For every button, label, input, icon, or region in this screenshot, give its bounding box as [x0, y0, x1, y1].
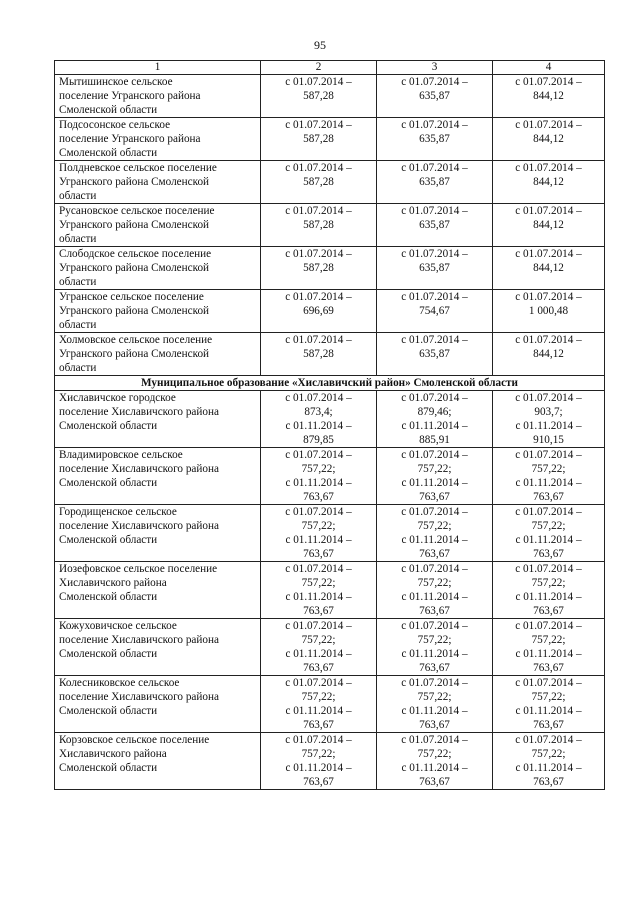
- settlement-name-cell: [55, 247, 261, 290]
- tariff-cell-col2-line: 587,28: [303, 133, 334, 145]
- tariff-cell-col4: [493, 75, 605, 118]
- tariff-cell-col3-line: с 01.07.2014 –: [401, 506, 468, 518]
- tariff-cell-col2-line: с 01.11.2014 –: [285, 420, 352, 432]
- tariff-cell-col3: [377, 247, 493, 290]
- tariff-cell-col2-line: 757,22;: [301, 634, 336, 646]
- tariff-cell-col4-line: 763,67: [533, 605, 564, 617]
- tariff-cell-col2: [261, 118, 377, 161]
- settlement-name-cell-line: Смоленской области: [59, 762, 158, 774]
- tariff-cell-col4-line: с 01.11.2014 –: [515, 477, 582, 489]
- column-number-cell: 4: [493, 61, 605, 75]
- tariff-cell-col2-line: с 01.07.2014 –: [285, 205, 352, 217]
- settlement-name-cell-line: Колесниковское сельское: [59, 677, 180, 689]
- tariff-cell-col2-line: с 01.07.2014 –: [285, 291, 352, 303]
- section-title: Муниципальное образование «Хиславичский район» Смоленской области: [55, 376, 605, 391]
- tariff-cell-col4-line: с 01.07.2014 –: [515, 205, 582, 217]
- tariff-cell-col2: [261, 448, 377, 505]
- settlement-name-cell-line: Угранского района Смоленской: [59, 176, 210, 188]
- tariff-cell-col4-line: 1 000,48: [528, 305, 569, 317]
- tariff-cell-col3-line: с 01.11.2014 –: [401, 762, 468, 774]
- settlement-name-cell: [55, 505, 261, 562]
- tariff-cell-col3: [377, 118, 493, 161]
- tariff-cell-col4-line: 844,12: [533, 348, 564, 360]
- table-row: [55, 118, 605, 161]
- settlement-name-cell-line: Мытишинское сельское: [59, 76, 173, 88]
- tariff-cell-col4-line: с 01.07.2014 –: [515, 620, 582, 632]
- tariff-cell-col2-line: с 01.07.2014 –: [285, 677, 352, 689]
- settlement-name-cell-line: Угранского района Смоленской: [59, 262, 210, 274]
- tariff-cell-col3-line: с 01.07.2014 –: [401, 449, 468, 461]
- tariff-cell-col4-line: 763,67: [533, 776, 564, 788]
- tariff-cell-col2-line: 757,22;: [301, 577, 336, 589]
- tariff-cell-col2-line: с 01.07.2014 –: [285, 334, 352, 346]
- tariff-cell-col4: [493, 733, 605, 790]
- tariff-cell-col3-line: с 01.07.2014 –: [401, 119, 468, 131]
- page-number: 95: [314, 38, 326, 52]
- tariff-cell-col2-line: с 01.11.2014 –: [285, 648, 352, 660]
- tariff-cell-col3-line: 763,67: [419, 605, 450, 617]
- tariff-cell-col3-line: 763,67: [419, 491, 450, 503]
- tariff-cell-col3-line: 635,87: [419, 348, 450, 360]
- tariff-cell-col4-line: с 01.07.2014 –: [515, 248, 582, 260]
- tariff-cell-col3: [377, 733, 493, 790]
- settlement-name-cell-line: Смоленской области: [59, 648, 158, 660]
- tariff-cell-col2-line: с 01.11.2014 –: [285, 762, 352, 774]
- settlement-name-cell-line: Смоленской области: [59, 534, 158, 546]
- table-row: [55, 619, 605, 676]
- tariff-cell-col3-line: 754,67: [419, 305, 450, 317]
- settlement-name-cell-line: Слободское сельское поселение: [59, 248, 212, 260]
- tariff-cell-col3-line: с 01.07.2014 –: [401, 162, 468, 174]
- tariff-cell-col3-line: с 01.11.2014 –: [401, 648, 468, 660]
- tariff-cell-col3-line: 763,67: [419, 719, 450, 731]
- tariff-cell-col4-line: 763,67: [533, 548, 564, 560]
- settlement-name-cell-line: Подсосонское сельское: [59, 119, 171, 131]
- table-row: [55, 391, 605, 448]
- settlement-name-cell-line: Хиславичского района: [59, 748, 167, 760]
- tariff-cell-col4: [493, 448, 605, 505]
- tariff-cell-col4-line: 763,67: [533, 719, 564, 731]
- tariff-cell-col2-line: 763,67: [303, 548, 334, 560]
- tariff-cell-col4-line: с 01.07.2014 –: [515, 291, 582, 303]
- tariff-cell-col2-line: 763,67: [303, 605, 334, 617]
- settlement-name-cell-line: Смоленской области: [59, 147, 158, 159]
- settlement-name-cell-line: поселение Хиславичского района: [59, 634, 219, 646]
- tariff-cell-col3-line: 763,67: [419, 776, 450, 788]
- settlement-name-cell-line: области: [59, 276, 97, 288]
- tariff-cell-col4-line: с 01.07.2014 –: [515, 734, 582, 746]
- tariff-cell-col3-line: 635,87: [419, 219, 450, 231]
- tariff-cell-col2-line: с 01.11.2014 –: [285, 477, 352, 489]
- table-row: [55, 247, 605, 290]
- tariff-cell-col2: [261, 290, 377, 333]
- tariff-cell-col2: [261, 247, 377, 290]
- tariff-cell-col3-line: с 01.07.2014 –: [401, 677, 468, 689]
- tariff-cell-col4-line: с 01.07.2014 –: [515, 506, 582, 518]
- settlement-name-cell-line: Угранского района Смоленской: [59, 219, 210, 231]
- tariff-cell-col2-line: 757,22;: [301, 520, 336, 532]
- column-number-cell: 3: [377, 61, 493, 75]
- tariff-cell-col2-line: 873,4;: [304, 406, 333, 418]
- tariff-cell-col3-line: 757,22;: [417, 463, 452, 475]
- tariff-cell-col3-line: 757,22;: [417, 748, 452, 760]
- tariff-cell-col2-line: с 01.07.2014 –: [285, 734, 352, 746]
- tariff-cell-col4-line: 903,7;: [534, 406, 563, 418]
- tariff-cell-col4-line: с 01.07.2014 –: [515, 449, 582, 461]
- tariff-cell-col3-line: с 01.07.2014 –: [401, 392, 468, 404]
- table-row: [55, 676, 605, 733]
- settlement-name-cell-line: поселение Хиславичского района: [59, 691, 219, 703]
- tariff-cell-col3-line: с 01.11.2014 –: [401, 534, 468, 546]
- tariff-cell-col3: [377, 75, 493, 118]
- tariff-cell-col4-line: с 01.07.2014 –: [515, 563, 582, 575]
- tariff-cell-col4-line: с 01.07.2014 –: [515, 392, 582, 404]
- tariff-cell-col2-line: с 01.07.2014 –: [285, 119, 352, 131]
- settlement-name-cell-line: Полдневское сельское поселение: [59, 162, 217, 174]
- table-row: [55, 505, 605, 562]
- settlement-name-cell-line: Хиславичское городское: [59, 392, 176, 404]
- tariff-cell-col3-line: с 01.07.2014 –: [401, 291, 468, 303]
- table-row: [55, 733, 605, 790]
- table-row: [55, 290, 605, 333]
- tariff-cell-col3: [377, 619, 493, 676]
- tariff-cell-col2-line: 757,22;: [301, 463, 336, 475]
- settlement-name-cell-line: поселение Угранского района: [59, 90, 201, 102]
- tariff-cell-col2-line: с 01.07.2014 –: [285, 248, 352, 260]
- settlement-name-cell-line: поселение Угранского района: [59, 133, 201, 145]
- tariff-cell-col4-line: 757,22;: [531, 520, 566, 532]
- tariff-cell-col2-line: 587,28: [303, 219, 334, 231]
- tariff-cell-col4-line: 757,22;: [531, 577, 566, 589]
- tariff-cell-col3-line: с 01.07.2014 –: [401, 563, 468, 575]
- settlement-name-cell-line: Иозефовское сельское поселение: [59, 563, 218, 575]
- settlement-name-cell-line: Холмовское сельское поселение: [59, 334, 213, 346]
- tariff-cell-col2-line: с 01.07.2014 –: [285, 162, 352, 174]
- tariff-cell-col3-line: 763,67: [419, 662, 450, 674]
- table-row: [55, 204, 605, 247]
- tariff-cell-col3-line: 635,87: [419, 262, 450, 274]
- tariff-cell-col4-line: 763,67: [533, 662, 564, 674]
- tariff-cell-col2: [261, 733, 377, 790]
- settlement-name-cell: [55, 619, 261, 676]
- tariff-cell-col2: [261, 619, 377, 676]
- tariff-cell-col3-line: 757,22;: [417, 520, 452, 532]
- settlement-name-cell-line: Смоленской области: [59, 705, 158, 717]
- table-row: [55, 161, 605, 204]
- tariff-cell-col2-line: 587,28: [303, 262, 334, 274]
- column-number-cell: 2: [261, 61, 377, 75]
- tariff-cell-col2-line: 757,22;: [301, 691, 336, 703]
- tariff-cell-col4-line: 844,12: [533, 90, 564, 102]
- tariff-cell-col4: [493, 333, 605, 376]
- tariff-cell-col3-line: с 01.11.2014 –: [401, 591, 468, 603]
- tariff-cell-col3-line: 635,87: [419, 133, 450, 145]
- tariff-cell-col2: [261, 505, 377, 562]
- settlement-name-cell: [55, 118, 261, 161]
- tariff-cell-col4-line: 844,12: [533, 219, 564, 231]
- tariff-cell-col3-line: 757,22;: [417, 577, 452, 589]
- settlement-name-cell-line: области: [59, 319, 97, 331]
- tariff-cell-col3: [377, 391, 493, 448]
- tariff-cell-col4: [493, 247, 605, 290]
- settlement-name-cell-line: Угранского района Смоленской: [59, 305, 210, 317]
- settlement-name-cell: [55, 290, 261, 333]
- tariff-cell-col3-line: 635,87: [419, 90, 450, 102]
- tariff-cell-col2-line: 587,28: [303, 90, 334, 102]
- tariff-cell-col2-line: 763,67: [303, 491, 334, 503]
- tariff-cell-col4: [493, 118, 605, 161]
- tariff-cell-col4-line: 844,12: [533, 262, 564, 274]
- tariff-cell-col3-line: 757,22;: [417, 634, 452, 646]
- tariff-cell-col3: [377, 676, 493, 733]
- tariff-cell-col4-line: 757,22;: [531, 748, 566, 760]
- section-header-row: [55, 376, 605, 391]
- tariff-cell-col3-line: с 01.07.2014 –: [401, 334, 468, 346]
- tariff-cell-col4-line: 757,22;: [531, 463, 566, 475]
- tariff-cell-col2: [261, 161, 377, 204]
- tariff-cell-col2-line: 763,67: [303, 662, 334, 674]
- tariff-cell-col2: [261, 333, 377, 376]
- tariff-cell-col4-line: с 01.11.2014 –: [515, 420, 582, 432]
- column-number-cell: 1: [55, 61, 261, 75]
- tariff-cell-col2: [261, 676, 377, 733]
- settlement-name-cell-line: Смоленской области: [59, 591, 158, 603]
- tariff-cell-col3-line: с 01.11.2014 –: [401, 420, 468, 432]
- tariff-cell-col4-line: с 01.11.2014 –: [515, 534, 582, 546]
- tariff-cell-col3-line: 763,67: [419, 548, 450, 560]
- tariff-cell-col3-line: 757,22;: [417, 691, 452, 703]
- tariff-cell-col4-line: с 01.07.2014 –: [515, 677, 582, 689]
- tariff-cell-col2-line: 763,67: [303, 719, 334, 731]
- settlement-name-cell-line: области: [59, 233, 97, 245]
- tariff-cell-col2-line: с 01.07.2014 –: [285, 449, 352, 461]
- tariff-cell-col4: [493, 391, 605, 448]
- settlement-name-cell-line: Угранского района Смоленской: [59, 348, 210, 360]
- tariff-cell-col4: [493, 562, 605, 619]
- settlement-name-cell-line: Русановское сельское поселение: [59, 205, 215, 217]
- tariff-cell-col4-line: с 01.07.2014 –: [515, 334, 582, 346]
- tariff-cell-col2-line: 879,85: [303, 434, 334, 446]
- tariff-cell-col3: [377, 505, 493, 562]
- settlement-name-cell: [55, 448, 261, 505]
- tariff-cell-col3: [377, 204, 493, 247]
- tariff-cell-col4-line: с 01.11.2014 –: [515, 648, 582, 660]
- tariff-cell-col4: [493, 204, 605, 247]
- settlement-name-cell: [55, 562, 261, 619]
- settlement-name-cell-line: Хиславичского района: [59, 577, 167, 589]
- tariff-cell-col4: [493, 161, 605, 204]
- tariff-cell-col3: [377, 161, 493, 204]
- settlement-name-cell-line: Смоленской области: [59, 420, 158, 432]
- tariff-cell-col3: [377, 448, 493, 505]
- table-row: [55, 562, 605, 619]
- tariff-cell-col4-line: с 01.07.2014 –: [515, 76, 582, 88]
- settlement-name-cell-line: Кожуховичское сельское: [59, 620, 177, 632]
- tariff-cell-col3-line: с 01.07.2014 –: [401, 76, 468, 88]
- settlement-name-cell-line: Угранское сельское поселение: [59, 291, 204, 303]
- tariff-cell-col2: [261, 562, 377, 619]
- table-row: [55, 448, 605, 505]
- tariff-cell-col4-line: с 01.07.2014 –: [515, 162, 582, 174]
- table-row: [55, 75, 605, 118]
- settlement-name-cell-line: поселение Хиславичского района: [59, 463, 219, 475]
- tariff-cell-col4-line: 757,22;: [531, 691, 566, 703]
- tariff-cell-col2-line: 696,69: [303, 305, 334, 317]
- tariff-cell-col4-line: с 01.11.2014 –: [515, 762, 582, 774]
- tariff-cell-col2-line: 587,28: [303, 348, 334, 360]
- tariff-cell-col3-line: с 01.07.2014 –: [401, 248, 468, 260]
- tariff-cell-col2: [261, 75, 377, 118]
- tariff-cell-col4: [493, 619, 605, 676]
- tariff-cell-col2: [261, 391, 377, 448]
- settlement-name-cell-line: поселение Хиславичского района: [59, 406, 219, 418]
- tariff-cell-col3-line: 635,87: [419, 176, 450, 188]
- settlement-name-cell-line: Смоленской области: [59, 104, 158, 116]
- settlement-name-cell-line: Городищенское сельское: [59, 506, 177, 518]
- tariff-cell-col4-line: с 01.11.2014 –: [515, 705, 582, 717]
- tariff-cell-col2-line: с 01.11.2014 –: [285, 591, 352, 603]
- tariff-cell-col2-line: с 01.07.2014 –: [285, 506, 352, 518]
- tariff-cell-col3-line: 885,91: [419, 434, 450, 446]
- tariff-cell-col4-line: 763,67: [533, 491, 564, 503]
- tariff-cell-col3: [377, 333, 493, 376]
- tariff-cell-col3: [377, 290, 493, 333]
- settlement-name-cell-line: Владимировское сельское: [59, 449, 183, 461]
- tariff-cell-col3-line: с 01.07.2014 –: [401, 734, 468, 746]
- tariff-cell-col2-line: с 01.07.2014 –: [285, 620, 352, 632]
- tariff-cell-col2-line: с 01.07.2014 –: [285, 563, 352, 575]
- tariff-cell-col4-line: 757,22;: [531, 634, 566, 646]
- tariff-cell-col2-line: с 01.11.2014 –: [285, 534, 352, 546]
- tariff-cell-col4-line: 910,15: [533, 434, 564, 446]
- tariff-cell-col3-line: с 01.11.2014 –: [401, 477, 468, 489]
- tariff-cell-col4-line: 844,12: [533, 176, 564, 188]
- tariff-cell-col3-line: с 01.11.2014 –: [401, 705, 468, 717]
- settlement-name-cell-line: области: [59, 190, 97, 202]
- tariff-cell-col2-line: с 01.07.2014 –: [285, 392, 352, 404]
- settlement-name-cell: [55, 391, 261, 448]
- settlement-name-cell: [55, 161, 261, 204]
- settlement-name-cell: [55, 733, 261, 790]
- settlement-name-cell-line: области: [59, 362, 97, 374]
- tariff-cell-col3-line: с 01.07.2014 –: [401, 620, 468, 632]
- settlement-name-cell: [55, 333, 261, 376]
- tariff-cell-col2-line: 763,67: [303, 776, 334, 788]
- tariff-cell-col4: [493, 505, 605, 562]
- settlement-name-cell: [55, 676, 261, 733]
- tariff-cell-col3-line: 879,46;: [417, 406, 452, 418]
- tariff-cell-col4-line: с 01.11.2014 –: [515, 591, 582, 603]
- settlement-name-cell: [55, 75, 261, 118]
- settlement-name-cell: [55, 204, 261, 247]
- tariff-cell-col2-line: с 01.07.2014 –: [285, 76, 352, 88]
- tariff-cell-col2-line: с 01.11.2014 –: [285, 705, 352, 717]
- table-row: [55, 333, 605, 376]
- tariff-cell-col2: [261, 204, 377, 247]
- tariff-table: [54, 60, 605, 790]
- tariff-cell-col4-line: 844,12: [533, 133, 564, 145]
- tariff-cell-col4: [493, 676, 605, 733]
- tariff-cell-col2-line: 587,28: [303, 176, 334, 188]
- tariff-cell-col2-line: 757,22;: [301, 748, 336, 760]
- tariff-cell-col3: [377, 562, 493, 619]
- tariff-cell-col4-line: с 01.07.2014 –: [515, 119, 582, 131]
- column-number-row: [55, 61, 605, 75]
- settlement-name-cell-line: Корзовское сельское поселение: [59, 734, 210, 746]
- settlement-name-cell-line: Смоленской области: [59, 477, 158, 489]
- tariff-cell-col4: [493, 290, 605, 333]
- tariff-cell-col3-line: с 01.07.2014 –: [401, 205, 468, 217]
- settlement-name-cell-line: поселение Хиславичского района: [59, 520, 219, 532]
